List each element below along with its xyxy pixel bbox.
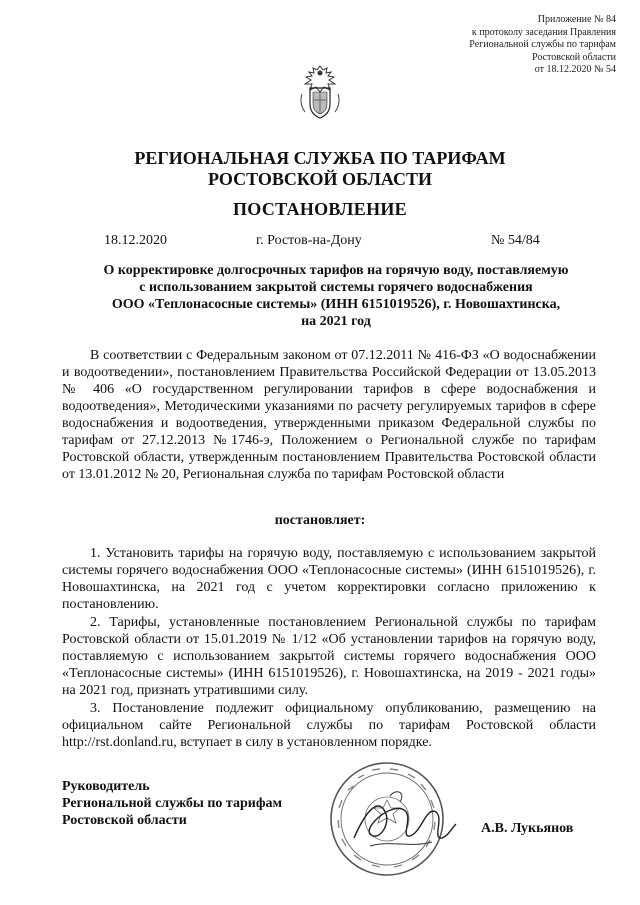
document-type-title: ПОСТАНОВЛЕНИЕ <box>233 199 407 219</box>
document-subject <box>72 262 600 330</box>
handwritten-signature <box>340 776 460 866</box>
preamble-paragraph: В соответствии с Федеральным законом от 07.12.2011 № 416-ФЗ «О водоснабжении и водоотведении», постановлением Правительства Российской Федерации от 13.05.2013 № 406 «О государственном регулировании тарифов в сфере водоснабжения и водоотведения», Методическими указаниями по расчету регулируемых тарифов в сфере водоснабжения и водоотведения, утвержденными приказом Федеральной службы по тарифам от 27.12.2013 №1746-э, Положением о Региональной службе по тарифам Ростовской области, утвержденным постановлением Правительства Ростовской области от 13.01.2012 № 20, Региональная служба по тарифам Ростовской области <box>62 348 596 482</box>
agency-title-line: РЕГИОНАЛЬНАЯ СЛУЖБА ПО ТАРИФАМ <box>134 148 506 168</box>
signatory-line: Руководитель <box>62 779 150 794</box>
resolution-items <box>62 545 596 752</box>
subject-line: с использованием закрытой системы горячего водоснабжения <box>139 280 533 295</box>
appendix-line: к протоколу заседания Правления <box>471 26 616 38</box>
signatory-line: Региональной службы по тарифам <box>62 796 283 811</box>
signatory-name: А.В. Лукьянов <box>481 821 574 836</box>
resolution-item-1: 1. Установить тарифы на горячую воду, поставляемую с использованием закрытой системы горячего водоснабжения ООО «Теплонасосные системы» (ИНН 6151019526), г. Новошахтинска, на 2021 год с учетом корректировки согласно приложению к постановлению. <box>62 546 596 612</box>
appendix-note <box>469 14 616 77</box>
signatory-line: Ростовской области <box>62 813 187 828</box>
coat-of-arms-emblem <box>297 64 343 120</box>
document-date: 18.12.2020 <box>104 233 167 248</box>
resolution-item-2: 2. Тарифы, установленные постановлением Региональной службы по тарифам Ростовской области от 15.01.2019 № 1/12 «Об установлении тарифов на горячую воду, поставляемую с использованием закрытой системы горячего водоснабжения ООО «Теплонасосные системы» (ИНН 6151019526), г. Новошахтинска, на 2019 - 2021 годы» на 2021 год, признать утратившими силу. <box>62 615 596 698</box>
appendix-line: Приложение № 84 <box>537 14 616 25</box>
resolves-heading: постановляет: <box>274 513 366 528</box>
agency-title <box>0 148 640 190</box>
agency-title-line: РОСТОВСКОЙ ОБЛАСТИ <box>208 169 432 189</box>
resolution-item-3: 3. Постановление подлежит официальному опубликованию, размещению на официальном сайте Региональной службы по тарифам Ростовской области http://rst.donland.ru, вступает в силу в установленном порядке. <box>62 701 596 750</box>
appendix-line: Региональной службы по тарифам <box>469 39 616 50</box>
subject-line: О корректировке долгосрочных тарифов на горячую воду, поставляемую <box>103 263 569 278</box>
signatory-title <box>62 778 282 829</box>
appendix-line: Ростовской области <box>532 51 616 63</box>
appendix-line: от 18.12.2020 № 54 <box>534 64 616 75</box>
subject-line: ООО «Теплонасосные системы» (ИНН 6151019526), г. Новошахтинска, <box>111 297 561 312</box>
subject-line: на 2021 год <box>301 314 371 329</box>
document-number: № 54/84 <box>491 233 540 248</box>
document-city: г. Ростов-на-Дону <box>256 233 362 248</box>
